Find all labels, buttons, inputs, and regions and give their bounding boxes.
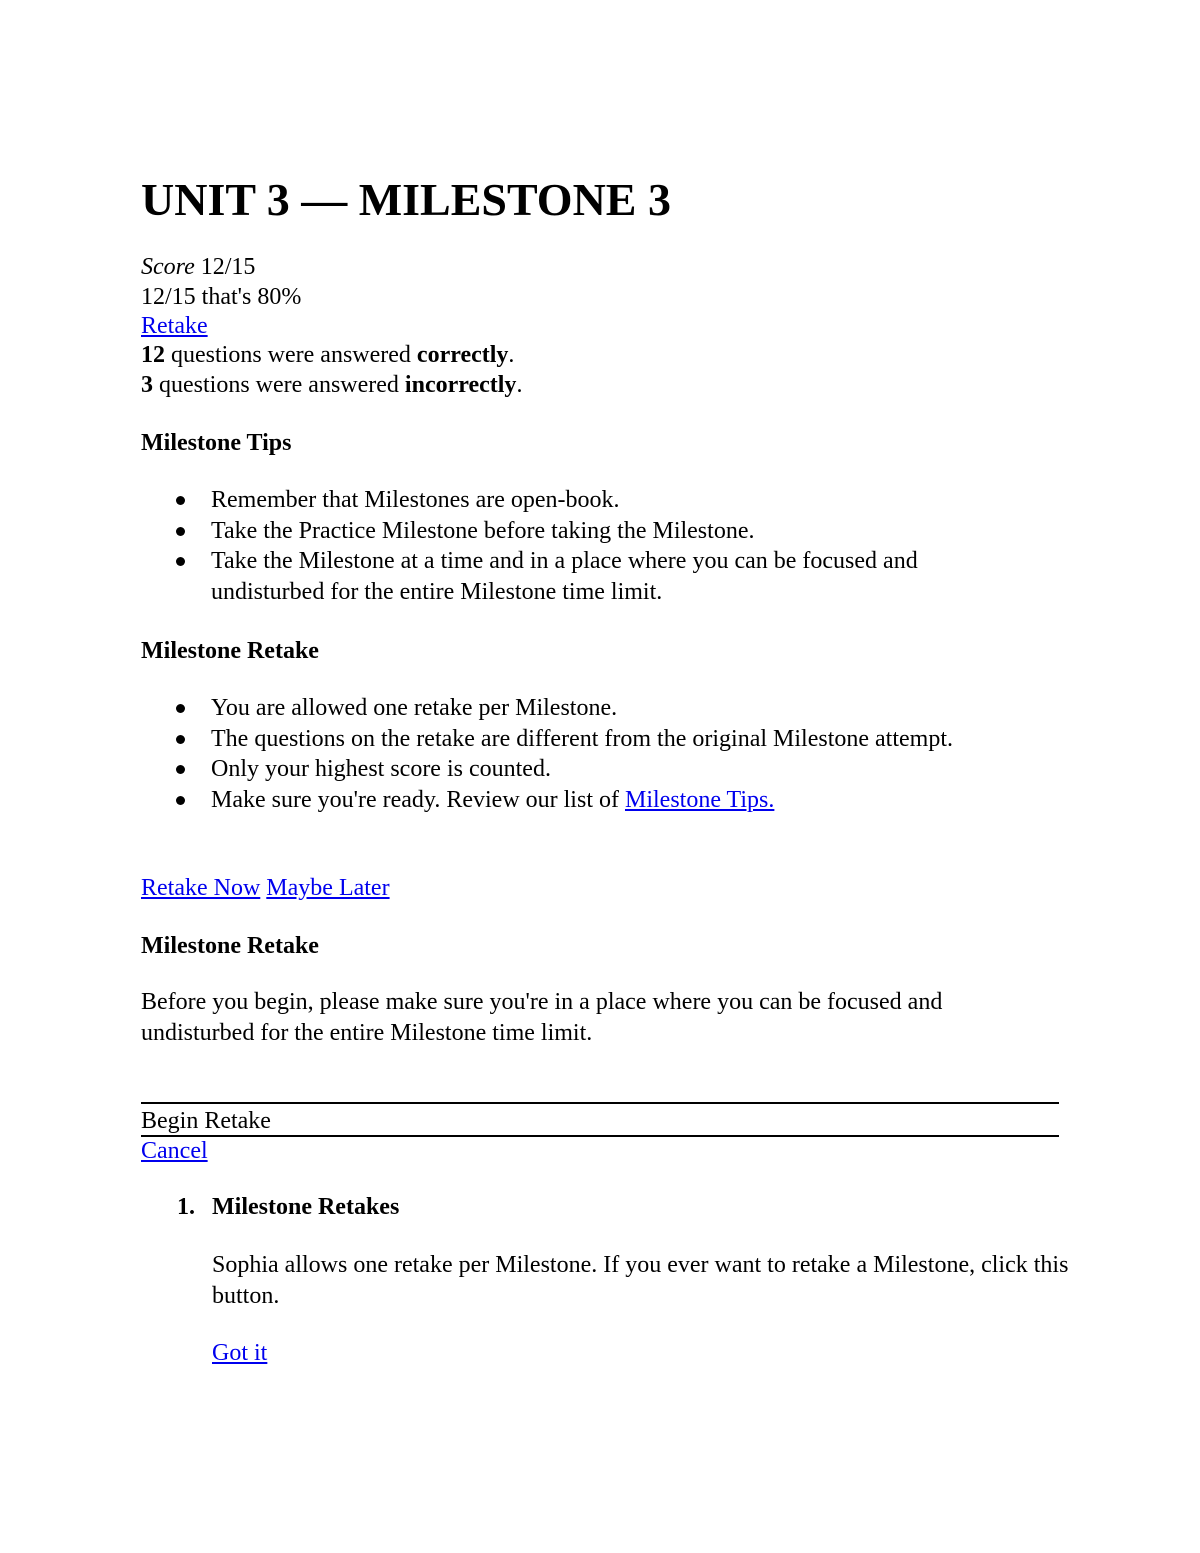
got-it-link[interactable]: Got it: [212, 1340, 268, 1366]
divider: [141, 1135, 1059, 1137]
bullet-icon: [176, 704, 185, 713]
bullet-icon: [176, 496, 185, 505]
list-item: Take the Practice Milestone before taking the Milestone.: [141, 516, 1021, 547]
incorrect-period: .: [516, 372, 523, 398]
correct-text: questions were answered: [165, 342, 417, 368]
tips-list: [141, 485, 1021, 607]
step-number: 1.: [177, 1194, 195, 1220]
score-summary: 12/15 that's 80%: [141, 284, 302, 310]
tooltip-body: Sophia allows one retake per Milestone. If you ever want to retake a Milestone, click this button.: [212, 1252, 1069, 1309]
score-line: [141, 252, 255, 282]
tooltip-title: Milestone Retakes: [212, 1194, 400, 1220]
score-label: Score: [141, 254, 195, 280]
correct-period: .: [508, 342, 515, 368]
maybe-later-link[interactable]: Maybe Later: [266, 875, 390, 901]
page-title: UNIT 3 — MILESTONE 3: [141, 174, 671, 225]
retake-info-list: [141, 693, 1021, 815]
retake-actions: [141, 873, 390, 903]
list-item: The questions on the retake are different from the original Milestone attempt.: [141, 724, 1021, 755]
retake-link-line: [141, 311, 208, 341]
begin-retake-button[interactable]: Begin Retake: [141, 1108, 271, 1134]
retake-now-link[interactable]: Retake Now: [141, 875, 261, 901]
incorrect-result: [141, 370, 522, 400]
got-it-line: [212, 1338, 267, 1368]
retake-info-heading: Milestone Retake: [141, 638, 319, 664]
ready-text: Make sure you're ready. Review our list of: [211, 786, 625, 813]
cancel-link[interactable]: Cancel: [141, 1138, 208, 1164]
list-item: Remember that Milestones are open-book.: [141, 485, 1021, 516]
correct-count: 12: [141, 342, 165, 368]
incorrect-text: questions were answered: [153, 372, 405, 398]
cancel-line: [141, 1136, 208, 1166]
bullet-icon: [176, 765, 185, 774]
retake-dialog-heading: Milestone Retake: [141, 933, 319, 959]
correct-result: [141, 340, 514, 370]
list-item: Take the Milestone at a time and in a place where you can be focused and undisturbed for the entire Milestone time limit.: [141, 546, 1021, 607]
list-item: You are allowed one retake per Milestone.: [141, 693, 1021, 724]
bullet-icon: [176, 735, 185, 744]
correct-word: correctly: [416, 342, 509, 368]
retake-link[interactable]: Retake: [141, 313, 208, 339]
incorrect-count: 3: [141, 372, 153, 398]
list-item: Only your highest score is counted.: [141, 754, 1021, 785]
list-item: [141, 785, 1021, 816]
bullet-icon: [176, 796, 185, 805]
divider: [141, 1102, 1059, 1104]
retake-dialog-body: Before you begin, please make sure you're in a place where you can be focused and undisturbed for the entire Milestone time limit.: [141, 989, 943, 1046]
bullet-icon: [176, 527, 185, 536]
score-value: 12/15: [200, 254, 256, 280]
incorrect-word: incorrectly: [404, 372, 517, 398]
milestone-tips-link[interactable]: Milestone Tips.: [624, 786, 775, 813]
bullet-icon: [176, 557, 185, 566]
tips-heading: Milestone Tips: [141, 430, 292, 456]
